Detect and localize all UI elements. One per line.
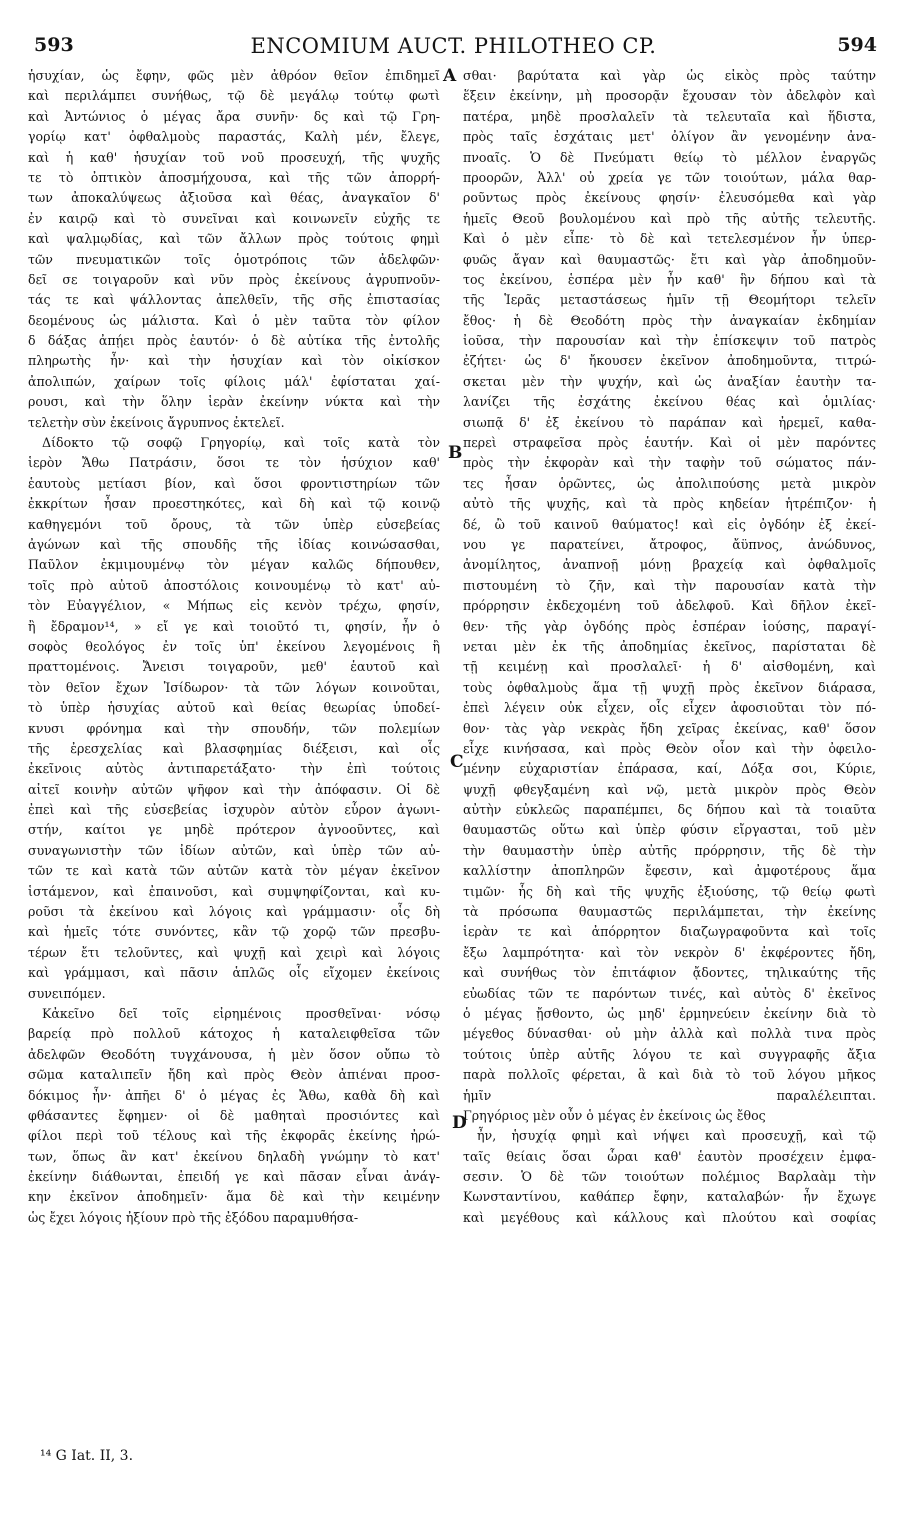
text-line: καὶ ἡμεῖς τότε συνόντες, κἂν τῷ χορῷ τῶν πρεσβυ- [28, 924, 440, 940]
left-column [28, 66, 440, 1228]
text-line: συνειπόμεν. [28, 985, 106, 1001]
text-line: μένην εὐχαριστίαν ἐπάρασα, καί, Δόξα σοι, Κύριε, [463, 761, 876, 777]
text-line: σιωπᾷ δ' ἐξ ἐκείνου τὸ παράπαν καὶ ἠρεμεῖ, καθα- [463, 414, 876, 430]
text-line: τος ἐκείνου, ἑσπέρα μὲν ἦν καθ' ἣν δήπου καὶ τὰ [463, 271, 876, 287]
text-line: δεομένους ὡς μάλιστα. Καὶ ὁ μὲν ταῦτα τὸν φίλον [28, 312, 440, 328]
text-line: ἐκκρίτων ἦσαν προεστηκότες, καὶ δὴ καὶ τῷ κοινῷ [28, 496, 440, 512]
text-line: στήν, καίτοι γε μηδὲ πρότερον ἀγνοοῦντες, καὶ [28, 822, 440, 838]
text-line: ἑαυτοὺς μετίασι βίον, καὶ ὅσοι φροντιστηρίων τῶν [28, 475, 440, 491]
text-line: ἱερὰν τε καὶ ἀπόρρητον διαζωγραφοῦντα καὶ τοῖς [463, 924, 876, 940]
text-line: μέγεθος δύνασθαι· οὐ μὴν ἀλλὰ καὶ πολλὰ τινα πρὸς [463, 1026, 876, 1042]
text-line: τάς τε καὶ ψάλλοντας ἀπελθεῖν, τῆς σῆς ἐπιστασίας [28, 292, 440, 308]
text-line: ἐκεῖνοις αὐτὸς ἀντιπαρετάξατο· τὴν ἐπὶ τούτοις [28, 761, 440, 777]
text-line: νου γε παρατείνει, ἄτροφος, ἄϋπνος, ἀνώδυνος, [463, 536, 876, 552]
text-line: τοὺς ὀφθαλμοὺς ἅμα τῇ ψυχῇ πρὸς ἐκεῖνον διάρασα, [463, 679, 876, 695]
text-line: συναγωνιστὴν τῶν ἰδίων αὐτῶν, καὶ ὑπὲρ τῶν αὐ- [28, 842, 440, 858]
text-line: ἐπεὶ λέγειν οὐκ εἶχεν, οἷς εἶχεν ἀφοσιοῦται τὸν πό- [463, 700, 876, 716]
text-line: Παῦλον ἐκμιμουμένῳ τὸν μέγαν καλῶς δήπουθεν, [28, 557, 440, 573]
text-line: ὁ μέγας ᾔσθοντο, ὡς μηδ' ἑρμηνεύειν ἐκείνην διὰ τὸ [463, 1005, 876, 1021]
left-page-number: 593 [34, 34, 74, 56]
text-line: σοφὸς θεολόγος ἐν τοῖς ὑπ' ἐκείνου λεγομένοις ἢ [28, 638, 440, 654]
text-line: τελετὴν σὺν ἐκείνοις ἄγρυπνος ἐκτελεῖ. [28, 414, 285, 430]
text-line: των, ὅπως ἂν κατ' ἐκείνου δηλαδὴ γνώμην τὸ κατ' [28, 1148, 440, 1164]
text-line: ἐζήτει· ὡς δ' ἤκουσεν ἐκεῖνον ἀποδημοῦντα, τιτρώ- [463, 353, 876, 369]
text-line: φυῶς ἄγαν καὶ θαυμαστῶς· ἔτι καὶ γὰρ ἀποδημοῦν- [463, 251, 876, 267]
text-line: ἦν, ἡσυχίᾳ φημὶ καὶ νήψει καὶ προσευχῇ, καὶ τῷ [477, 1128, 876, 1144]
text-line: καὶ μεγέθους καὶ κάλλους καὶ πλούτου καὶ σοφίας [463, 1209, 876, 1225]
text-line: ἔθος· ἡ δὲ Θεοδότη πρὸς τὴν ἀναγκαίαν ἐκδημίαν [463, 312, 876, 328]
text-line: αὐτὸ τῆς ψυχῆς, καὶ τὰ πρὸς κηδείαν ἡτρέπιζον· ἡ [463, 496, 876, 512]
text-line: ἀνομίλητος, ἀναπνοῇ μόνῃ βραχείᾳ καὶ ὀφθαλμοῖς [463, 557, 876, 573]
text-line: καλλίστην ἀποπληρῶν ἔφεσιν, καὶ ἀμφοτέρους ἅμα [463, 863, 876, 879]
text-line: τὴν θαυμαστὴν ὑπὲρ αὐτῆς πρόρρησιν, τῆς δὲ τὴν [463, 842, 876, 858]
text-line: τοῖς πρὸ αὐτοῦ ἀποστόλοις κοινουμένῳ τὸ κατ' αὐ- [28, 577, 440, 593]
text-line: δεῖ σε τοιγαροῦν καὶ νῦν πρὸς ἐκείνους ἀγρυπνοῦν- [28, 271, 440, 287]
text-line: τῶν πνευματικῶν τοῖς ὁμοτρόποις τῶν ἀδελφῶν· [28, 251, 440, 267]
text-line: ἐκείνην διάθωνται, ἐπειδή γε καὶ πᾶσαν εἶναι ἀνάγ- [28, 1169, 440, 1185]
text-line: τῆς ἐρεσχελίας καὶ βλασφημίας διέξεισι, καὶ οἷς [28, 740, 440, 756]
text-line: Γρηγόριος μὲν οὖν ὁ μέγας ἐν ἐκείνοις ὡς ἔθος [463, 1107, 766, 1123]
text-line: τῇ κειμένῃ καὶ προσλαλεῖ· ἡ δ' αἰσθομένη, καὶ [463, 659, 876, 675]
text-line: Δίδοκτο τῷ σοφῷ Γρηγορίῳ, καὶ τοῖς κατὰ τὸν [42, 435, 440, 451]
text-line: καὶ ἡ καθ' ἡσυχίαν τοῦ νοῦ προσευχή, τῆς ψυχῆς [28, 149, 440, 165]
margin-letter-d: D [452, 1113, 467, 1133]
text-line: πρὸς ταῖς ἐσχάταις μετ' ὀλίγον ἂν γενομένην ἀνα- [463, 129, 876, 145]
text-line: ἡμεῖς Θεοῦ βουλομένου καὶ πρὸ τῆς αὐτῆς τελευτῆς. [463, 210, 876, 226]
text-line: τὰ πρόσωπα θαυμαστῶς περιλάμπεται, τὴν ἐκείνης [463, 904, 876, 920]
text-line: ἀγώνων καὶ τῆς σπουδῆς τῆς ἰδίας κοινώσασθαι, [28, 536, 440, 552]
text-line: νεται μὲν ἐκ τῆς ἀποδημίας ἐκεῖνος, παρίσταται δὲ [463, 638, 876, 654]
text-line: θεν· τῆς γὰρ ὀγδόης πρὸς ἑσπέραν ἰούσης, παραγί- [463, 618, 876, 634]
text-line: ἢ ἔδραμον¹⁴, » εἴ γε καὶ τοιοῦτό τι, φησίν, ἦν ὁ [28, 618, 440, 634]
text-line: τὸν Εὐαγγέλιον, « Μήπως εἰς κενὸν τρέχω, φησίν, [28, 598, 440, 614]
text-line: ὡς ἔχει λόγοις ἠξίουν πρὸ τῆς ἐξόδου παραμυθήσα- [28, 1209, 359, 1225]
text-line: σθαι· βαρύτατα καὶ γὰρ ὡς εἰκὸς πρὸς ταύτην [463, 68, 876, 83]
text-line: ταῖς θείαις ὅσαι ὧραι καθ' ἑαυτὸν προσέχειν ἐμφα- [463, 1148, 876, 1164]
text-line: τιμῶν· ἧς δὴ καὶ τῆς ψυχῆς ἐξιούσης, τῷ θείῳ φωτὶ [463, 883, 876, 899]
text-line: καὶ γράμμασι, καὶ πᾶσιν ἁπλῶς οἷς εἴχομεν ἐκείνοις [28, 965, 440, 981]
text-line: εὐωδίας τῶν τε παρόντων τινές, καὶ αὐτὸς δ' ἐκεῖνος [463, 985, 876, 1001]
text-line: καὶ περιλάμπει συνήθως, τῷ δὲ μεγάλῳ τούτῳ φωτὶ [28, 88, 440, 104]
text-line: ἱερὸν Ἄθω Πατράσιν, ὅσοι τε τὸν ἡσύχιον καθ' [28, 455, 440, 471]
text-line: ἕξειν ἐκείνην, μὴ προσορᾷν ἔχουσαν τὸν ἀδελφὸν καὶ [463, 88, 876, 104]
margin-letter-c: C [450, 752, 464, 772]
text-line: ἱστάμενον, καὶ ἐπαινοῦσι, καὶ συμψηφίζονται, καὶ κυ- [28, 883, 440, 899]
text-line: σκεται μὲν τὴν ψυχήν, καὶ ὡς ἀναξίαν ἑαυτὴν τα- [463, 373, 876, 389]
text-line: Κἀκεῖνο δεῖ τοῖς εἰρημένοις προσθεῖναι· νόσῳ [42, 1005, 440, 1021]
text-line: καὶ συνήθως τὸν ἐπιτάφιον ᾄδοντες, τηλικαύτης τῆς [463, 965, 876, 981]
text-line: τες ἦσαν ὁρῶντες, ὡς ἀπολιπούσης μετὰ μικρὸν [463, 475, 876, 491]
text-line: λανίζει τῆς ἐσχάτης ἐκείνου θέας καὶ ὁμιλίας· [463, 394, 876, 410]
text-line: κνυσι φρόνημα καὶ τὴν σπουδήν, τῶν πολεμίων [28, 720, 440, 736]
text-line: καὶ ψαλμῳδίας, καὶ τῶν ἄλλων πρὸς τούτοις φημὶ [28, 231, 440, 247]
text-line: ἡμῖν παραλέλειπται. [463, 1087, 876, 1103]
text-line: τῆς Ἱερᾶς μεταστάσεως ἡμῖν τῇ Θεομήτορι τελεῖν [463, 292, 876, 308]
text-line: δόκιμος ἦν· ἀπῆει δ' ὁ μέγας ἐς Ἄθω, καθὰ δὴ καὶ [28, 1087, 440, 1103]
text-line: περεὶ στραφεῖσα πρὸς ἑαυτήν. Καὶ οἱ μὲν παρόντες [463, 435, 876, 451]
text-line: πληρωτὴς ἦν· καὶ τὴν ἡσυχίαν καὶ τὸν οἰκίσκον [28, 353, 440, 369]
text-line: θαυμαστῶς οὕτω καὶ ὑπὲρ φύσιν εἴργασται, τοῦ μὲν [463, 822, 876, 838]
right-page-number: 594 [837, 34, 877, 56]
text-line: τούτοις ὑπὲρ αὐτῆς λόγου τε καὶ συγγραφῆς ἄξια [463, 1046, 876, 1062]
text-line: Κωνσταντίνου, καθάπερ ἔφην, καταλαβών· ἦν ἔχωγε [463, 1189, 876, 1205]
text-line: πρὸς τὴν ἐκφορὰν καὶ τὴν ταφὴν τοῦ σώματος πάν- [463, 455, 876, 471]
text-line: των ἀποκαλύψεως ἀξιοῦσα καὶ θέας, ἀναγκαῖον δ' [28, 190, 440, 206]
right-column [463, 66, 876, 1228]
text-line: δ δάξας ἀπῄει πρὸς ἑαυτόν· ὁ δὲ αὐτίκα τῆς ἐντολῆς [28, 333, 440, 349]
text-line: τὸ ὑπὲρ ἡσυχίας αὐτοῦ καὶ θείας θεωρίας ὑποδεί- [28, 700, 440, 716]
text-line: σεσιν. Ὁ δὲ τῶν τοιούτων πολέμιος Βαρλαὰμ τὴν [463, 1169, 876, 1185]
text-line: σῶμα καταλιπεῖν ἤδη καὶ πρὸς Θεὸν ἀπιέναι προσ- [28, 1067, 440, 1083]
text-line: γορίῳ κατ' ὀφθαλμοὺς παραστάς, Καλὴ μέν, ἔλεγε, [28, 129, 440, 145]
text-line: προορῶν, Ἀλλ' οὐ χρεία γε τῶν τοιούτων, μάλα θαρ- [463, 169, 876, 185]
text-line: Καὶ ὁ μὲν εἶπε· τὸ δὲ καὶ τετελεσμένον ἦν ὑπερ- [463, 231, 876, 247]
margin-letter-b: B [448, 443, 463, 463]
text-line: ψυχῇ φθεγξαμένη καὶ νῷ, μετὰ μικρὸν πρὸς Θεὸν [463, 781, 876, 797]
footnote: ¹⁴ G Iat. II, 3. [40, 1448, 134, 1464]
text-line: φθάσαντες ἔφημεν· οἱ δὲ μαθηταὶ προσιόντες καὶ [28, 1107, 440, 1123]
text-line: κην ἐκεῖνον ἀποδημεῖν· ἅμα δὲ καὶ τὴν κειμένην [28, 1189, 440, 1205]
text-line: πρόρρησιν ἐκδεχομένη τοῦ ἀδελφοῦ. Καὶ δῆλον ἐκεῖ- [463, 598, 876, 614]
text-line: πραττομένοις. Ἄνεισι τοιγαροῦν, μεθ' ἑαυτοῦ καὶ [28, 659, 440, 675]
text-line: ροῦσι τὰ ἐκείνου καὶ λόγοις καὶ γράμμασιν· οἷς δὴ [28, 904, 440, 920]
text-line: ρουσι, καὶ τὴν ὅλην ἱερὰν ἐκείνην νύκτα καὶ τὴν [28, 394, 440, 410]
text-line: τὸν θεῖον ἔχων Ἰσίδωρον· τὰ τῶν λόγων κοινοῦται, [28, 679, 440, 695]
text-line: ἐπεὶ καὶ τῆς εὐσεβείας ἰσχυρὸν αὐτὸν εὗρον ἀγωνι- [28, 802, 440, 818]
text-line: δέ, ὢ τοῦ καινοῦ θαύματος! καὶ εἰς ὀγδόην ἐξ ἐκεί- [463, 516, 876, 532]
running-head [30, 34, 877, 62]
text-line: πνοαῖς. Ὁ δὲ Πνεύματι θείῳ τὸ μέλλον ἐναργῶς [463, 149, 876, 165]
text-line: πατέρα, μηδὲ προσλαλεῖν τὰ τελευταῖα καὶ ἥδιστα, [463, 108, 876, 124]
text-line: βαρείᾳ πρὸ πολλοῦ κάτοχος ἡ καταλειφθεῖσα τῶν [28, 1026, 440, 1042]
text-line: αὐτὴν εὐκλεῶς παραπέμπει, δς δήπου καὶ τὰ τοιαῦτα [463, 802, 876, 818]
text-line: πιστουμένη τὸ ζῆν, καὶ τὴν παρουσίαν κατὰ τὴν [463, 577, 876, 593]
margin-letter-a: A [443, 66, 457, 86]
text-line: παρὰ πολλοῖς φέρεται, ἃ καὶ διὰ τὸ τοῦ λόγου μῆκος [463, 1067, 876, 1083]
text-line: τέρων ἔτι τελοῦντες, καὶ ψυχῇ καὶ χειρὶ καὶ λόγοις [28, 944, 440, 960]
text-line: τῶν τε καὶ κατὰ τῶν αὐτῶν κατὰ τὸν μέγαν ἐκεῖνον [28, 863, 440, 879]
text-line: καθηγεμόνι τοῦ ὄρους, τὰ τῶν ὑπὲρ εὐσεβείας [28, 516, 440, 532]
text-line: ἐν καιρῷ καὶ τὸ συνεῖναι καὶ κοινωνεῖν εὐχῆς τε [28, 210, 440, 226]
running-title: ENCOMIUM AUCT. PHILOTHEO CP. [250, 34, 657, 58]
text-line: αἰτεῖ κοινὴν αὐτῶν ψῆφον καὶ τὴν ἀπόφασιν. Οἱ δὲ [28, 781, 440, 797]
text-line: ἡσυχίαν, ὡς ἔφην, φῶς μὲν ἀθρόον θεῖον ἐπιδημεῖ [28, 68, 440, 83]
text-line: ἀδελφῶν Θεοδότη τυγχάνουσα, ἡ μὲν ὅσον οὔπω τὸ [28, 1046, 440, 1062]
text-line: θον· τὰς γὰρ νεκρὰς ἤδη χεῖρας ἐκείνας, καθ' ὅσον [463, 720, 876, 736]
text-line: καὶ Ἀντώνιος ὁ μέγας ἄρα συνῆν· δς καὶ τῷ Γρη- [28, 108, 440, 124]
text-line: ροῦντως πρὸς ἐκείνους φησίν· ἐλευσόμεθα καὶ γὰρ [463, 190, 876, 206]
text-line: τε τὸ ὀπτικὸν ἀποσμήχουσα, καὶ τῆς τῶν ἀπορρή- [28, 169, 440, 185]
text-line: φίλοι περὶ τοῦ τέλους καὶ τῆς ἐκφορᾶς ἐκείνης ἠρώ- [28, 1128, 440, 1144]
text-line: ἀπολιπών, χαίρων τοῖς φίλοις μάλ' ἐφίσταται χαί- [28, 373, 440, 389]
text-line: εἶχε κινήσασα, καὶ πρὸς Θεὸν οἷον καὶ τὴν ὀφειλο- [463, 740, 876, 756]
text-line: ἔξω λαμπρότητα· καὶ τὸν νεκρὸν δ' ἐκφέροντες ἤδη, [463, 944, 876, 960]
text-line: ἰοῦσα, τὴν παρουσίαν καὶ τὴν ἐπίσκεψιν τοῦ πατρὸς [463, 333, 876, 349]
